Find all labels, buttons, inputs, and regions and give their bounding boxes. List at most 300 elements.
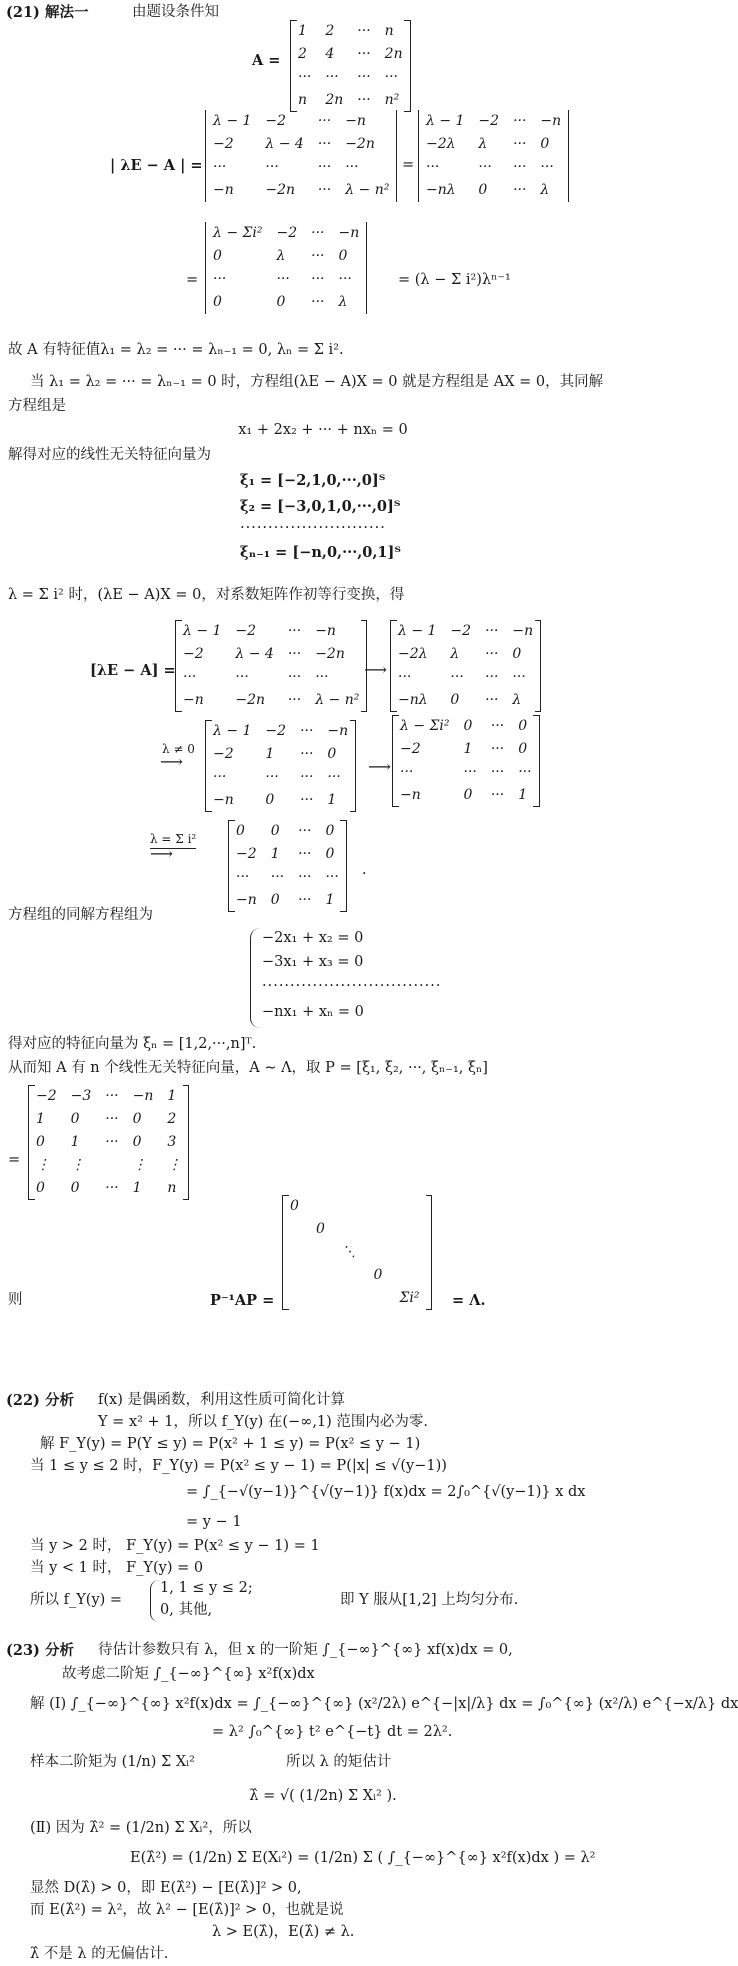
matrix-cell: −n	[183, 692, 204, 708]
matrix-cell	[367, 1241, 393, 1264]
matrix-row	[206, 110, 397, 133]
matrix-cell: ···	[298, 892, 312, 908]
matrix-cell: ···	[105, 1134, 119, 1150]
matrix-cell: −2	[400, 741, 421, 757]
matrix-row	[291, 66, 411, 89]
q23-line-11: λ > E(λ̂)，E(λ̂) ≠ λ.	[212, 1924, 355, 1940]
matrix-cell	[283, 1264, 309, 1287]
matrix-cell	[309, 1241, 335, 1264]
eigenvalue-line: 故 A 有特征值λ₁ = λ₂ = ··· = λₙ₋₁ = 0, λₙ = Σ i².	[8, 342, 344, 358]
row-matrix-3	[205, 720, 356, 812]
case0-line-2: 方程组是	[8, 398, 66, 414]
Lambda-label: = Λ.	[452, 1292, 486, 1309]
eq-sign-1: =	[402, 157, 415, 173]
matrix-cell	[335, 1218, 367, 1241]
matrix-cell: −2	[478, 113, 500, 129]
matrix-cell: ···	[298, 823, 312, 839]
matrix-row	[283, 1218, 432, 1241]
matrix-cell: ···	[213, 271, 227, 287]
matrix-cell: −2λ	[398, 646, 428, 662]
matrix-row	[283, 1264, 432, 1287]
matrix-cell: −n	[213, 182, 234, 198]
matrix-cell: 0	[315, 1221, 325, 1237]
matrix-row	[419, 179, 569, 202]
matrix-cell: λ − 1	[213, 113, 252, 129]
matrix-cell: −2	[450, 623, 472, 639]
system-brace	[250, 928, 261, 1028]
q22-line-1: f(x) 是偶函数，利用这性质可简化计算	[98, 1392, 345, 1408]
matrix-cell: ···	[490, 764, 505, 780]
matrix-row	[206, 720, 356, 743]
matrix-cell	[392, 1264, 431, 1287]
matrix-cell: 0	[265, 792, 275, 808]
matrix-cell: −2	[236, 846, 257, 862]
matrix-row	[283, 1195, 432, 1218]
matrix-row	[283, 1287, 432, 1310]
matrix-cell: ···	[236, 869, 250, 885]
q21-heading: (21) 解法一	[6, 4, 89, 21]
matrix-cell	[335, 1195, 367, 1218]
matrix-cell: λ	[338, 294, 348, 310]
matrix-cell: −n	[327, 723, 349, 739]
same-sys-line: 方程组的同解方程组为	[8, 907, 153, 923]
q23-line-2: 故考虑二阶矩 ∫_{−∞}^{∞} x²f(x)dx	[62, 1666, 315, 1682]
case-n-line: λ = Σ i² 时，(λE − A)X = 0，对系数矩阵作初等行变换，得	[8, 587, 405, 603]
q22-line-9c: 即 Y 服从[1,2] 上均匀分布.	[340, 1592, 519, 1608]
q23-line-1: 待估计参数只有 λ，但 x 的一阶矩 ∫_{−∞}^{∞} xf(x)dx = 0,	[98, 1642, 513, 1658]
matrix-cell: 0	[540, 136, 550, 152]
q23-line-3: 解 (Ⅰ) ∫_{−∞}^{∞} x²f(x)dx = ∫_{−∞}^{∞} (x²/2λ) e^{−|x|/λ} dx = ∫₀^{∞} (x²/λ) e^{−x/λ} dx	[30, 1696, 738, 1712]
matrix-cell: ···	[485, 646, 499, 662]
matrix-cell: −2	[36, 1088, 57, 1104]
matrix-cell: ···	[478, 159, 492, 175]
matrix-cell: ⋮	[70, 1157, 85, 1173]
matrix-cell: ···	[490, 718, 505, 734]
matrix-cell: ···	[513, 182, 527, 198]
matrix-cell	[98, 1154, 125, 1177]
matrix-row	[176, 666, 367, 689]
matrix-cell: 0	[132, 1134, 142, 1150]
matrix-row	[229, 866, 347, 889]
arrow-2: ⟶	[160, 752, 183, 771]
matrix-row	[229, 889, 347, 912]
matrix-cell: 4	[325, 46, 335, 62]
matrix-A	[290, 20, 411, 112]
matrix-cell: ···	[213, 159, 227, 175]
matrix-cell: −n	[236, 892, 257, 908]
q23-line-12: λ̂ 不是 λ 的无偏估计.	[30, 1946, 169, 1962]
q23-line-6: λ̂ = √( (1/2n) Σ Xᵢ² ).	[249, 1788, 397, 1804]
matrix-cell: ···	[287, 623, 302, 639]
q22-case-2: 0, 其他,	[160, 1602, 213, 1618]
matrix-cell: 1	[36, 1111, 45, 1127]
matrix-row	[419, 133, 569, 156]
xi-dots: ··························	[240, 520, 386, 536]
sys-row-4: −nx₁ + xₙ = 0	[262, 1004, 364, 1020]
matrix-row	[391, 643, 541, 666]
matrix-cell: −2n	[235, 692, 266, 708]
matrix-cell: ···	[317, 136, 332, 152]
matrix-cell	[283, 1287, 309, 1310]
matrix-row	[419, 110, 569, 133]
matrix-cell: ···	[327, 769, 341, 785]
matrix-cell: 1	[70, 1134, 80, 1150]
q23-line-5b: 所以 λ 的矩估计	[286, 1754, 392, 1770]
matrix-cell: λ	[540, 182, 550, 198]
matrix-cell: ···	[513, 136, 527, 152]
matrix-cell: λ − 1	[426, 113, 465, 129]
eq-sign-2: =	[186, 272, 199, 288]
matrix-cell: 2	[325, 23, 335, 39]
matrix-cell: 2	[298, 46, 307, 62]
matrix-cell: λ − 1	[213, 723, 252, 739]
matrix-row	[206, 245, 367, 268]
matrix-cell: ···	[287, 692, 302, 708]
q23-line-4: = λ² ∫₀^{∞} t² e^{−t} dt = 2λ².	[212, 1724, 453, 1740]
matrix-cell: 2n	[384, 46, 403, 62]
matrix-row	[206, 743, 356, 766]
matrix-cell: 0	[478, 182, 488, 198]
matrix-cell: −2n	[345, 136, 375, 152]
piecewise-brace	[150, 1580, 159, 1622]
matrix-cell: −n	[213, 792, 234, 808]
matrix-cell: 0	[373, 1267, 383, 1283]
arrow-4: ⟶	[150, 844, 173, 863]
matrix-cell: ···	[276, 271, 290, 287]
matrix-cell: λ	[512, 692, 522, 708]
matrix-cell: λ − Σi²	[400, 718, 450, 734]
matrix-cell: λ − 1	[183, 623, 222, 639]
matrix-cell: ···	[398, 669, 412, 685]
matrix-cell: Σi²	[399, 1290, 420, 1306]
matrix-cell: 1	[270, 846, 280, 862]
matrix-cell: ···	[265, 769, 279, 785]
matrix-cell: ···	[298, 846, 312, 862]
matrix-cell: ···	[300, 792, 314, 808]
PAP-label: P⁻¹AP =	[210, 1292, 275, 1309]
matrix-cell: 0	[325, 823, 335, 839]
matrix-row	[29, 1085, 189, 1108]
matrix-cell: ···	[213, 769, 227, 785]
matrix-row	[283, 1241, 432, 1264]
matrix-row	[29, 1108, 189, 1131]
matrix-cell: ···	[105, 1111, 119, 1127]
det-3-result: = (λ − Σ i²)λⁿ⁻¹	[398, 272, 511, 288]
matrix-cell: ···	[235, 669, 249, 685]
matrix-row	[176, 689, 367, 712]
mat-label: [λE − A] =	[90, 662, 176, 679]
matrix-row	[419, 156, 569, 179]
matrix-cell: 0	[450, 692, 460, 708]
q23-line-7: (Ⅱ) 因为 λ̂² = (1/2n) Σ Xᵢ²，所以	[30, 1820, 252, 1836]
q22-line-2: Y = x² + 1，所以 f_Y(y) 在(−∞,1) 范围内必为零.	[98, 1414, 429, 1430]
matrix-cell: ···	[315, 669, 329, 685]
matrix-row	[393, 784, 540, 807]
matrix-cell: ···	[485, 669, 499, 685]
matrix-cell: 0	[512, 646, 522, 662]
q22-line-6: = y − 1	[186, 1514, 242, 1530]
matrix-cell: −n	[132, 1088, 154, 1104]
matrix-cell: 0	[236, 823, 245, 839]
matrix-cell: ···	[317, 159, 332, 175]
sys-row-2: −3x₁ + x₃ = 0	[262, 954, 364, 970]
matrix-cell: −2n	[265, 182, 296, 198]
matrix-row	[393, 715, 540, 738]
case0-line-1: 当 λ₁ = λ₂ = ··· = λₙ₋₁ = 0 时，方程组(λE − A)X = 0 就是方程组是 AX = 0，其同解	[30, 374, 604, 390]
equation-system: x₁ + 2x₂ + ··· + nxₙ = 0	[238, 422, 408, 438]
matrix-cell: ···	[265, 159, 279, 175]
matrix-cell: 0	[132, 1111, 142, 1127]
matrix-row	[393, 761, 540, 784]
matrix-row	[206, 156, 397, 179]
matrix-cell: ···	[513, 159, 527, 175]
matrix-cell: −n	[540, 113, 562, 129]
matrix-row	[391, 666, 541, 689]
matrix-cell: 2	[167, 1111, 177, 1127]
q22-line-9a: 所以 f_Y(y) =	[30, 1592, 123, 1608]
matrix-cell: ···	[513, 113, 527, 129]
matrix-cell: ···	[287, 646, 302, 662]
matrix-row	[391, 620, 541, 643]
then-label: 则	[8, 1292, 23, 1308]
matrix-cell: −n	[338, 225, 360, 241]
matrix-cell: 0	[36, 1134, 45, 1150]
matrix-cell: ···	[400, 764, 414, 780]
matrix-cell: 0	[70, 1111, 80, 1127]
matrix-cell: ···	[426, 159, 440, 175]
matrix-cell: −2λ	[426, 136, 456, 152]
matrix-cell: λ − 4	[265, 136, 304, 152]
matrix-cell: 1	[518, 787, 528, 803]
q22-heading: (22) 分析	[6, 1392, 74, 1409]
matrix-cell: λ	[450, 646, 460, 662]
matrix-cell: −2	[265, 723, 287, 739]
matrix-cell: −2	[213, 136, 234, 152]
matrix-cell: 1	[298, 23, 307, 39]
matrix-cell: ···	[345, 159, 359, 175]
matrix-cell: ···	[384, 69, 399, 85]
q22-line-3: 解 F_Y(y) = P(Y ≤ y) = P(x² + 1 ≤ y) = P(x² ≤ y − 1)	[40, 1436, 421, 1452]
matrix-cell: λ	[276, 248, 286, 264]
matrix-row	[206, 268, 367, 291]
matrix-cell: −2n	[315, 646, 345, 662]
sys-row-1: −2x₁ + x₂ = 0	[262, 930, 364, 946]
matrix-cell	[309, 1195, 335, 1218]
matrix-cell: ···	[357, 23, 371, 39]
matrix-cell: −2	[213, 746, 234, 762]
arrow-1: ⟶	[364, 660, 387, 679]
matrix-row	[176, 643, 367, 666]
det-1	[205, 110, 397, 202]
matrix-cell: n	[167, 1180, 177, 1196]
matrix-cell: −2	[265, 113, 287, 129]
matrix-cell: ···	[298, 869, 312, 885]
matrix-cell: ···	[270, 869, 285, 885]
xi-2: ξ₂ = [−3,0,1,0,···,0]ᵀ	[240, 498, 401, 515]
matrix-row	[206, 766, 356, 789]
matrix-cell: λ − 4	[235, 646, 274, 662]
matrix-cell: ···	[325, 69, 339, 85]
matrix-cell: ···	[300, 723, 314, 739]
sys-row-3: ································	[262, 978, 442, 994]
matrix-cell: λ − n²	[345, 182, 390, 198]
matrix-cell: 0	[276, 294, 286, 310]
q22-case-1: 1, 1 ≤ y ≤ 2;	[160, 1580, 253, 1596]
matrix-cell: 1	[463, 741, 473, 757]
xi-n-line: 得对应的特征向量为 ξₙ = [1,2,···,n]ᵀ.	[8, 1036, 257, 1052]
matrix-cell: 0	[270, 823, 280, 839]
matrix-cell: ···	[325, 869, 339, 885]
matrix-cell: ···	[287, 669, 302, 685]
arrow-cond-2: λ = Σ i²	[150, 830, 196, 849]
matrix-cell: 1	[167, 1088, 177, 1104]
matrix-cell: n	[384, 23, 394, 39]
P-line: 从而知 A 有 n 个线性无关特征向量，A ∼ Λ，取 P = [ξ₁, ξ₂, ···, ξₙ₋₁, ξₙ]	[8, 1060, 488, 1076]
q23-heading: (23) 分析	[6, 1642, 74, 1659]
matrix-cell: −n	[400, 787, 421, 803]
q23-line-9: 显然 D(λ̂) > 0，即 E(λ̂²) − [E(λ̂)]² > 0,	[30, 1880, 302, 1896]
matrix-cell: 1	[327, 792, 337, 808]
A-label: A =	[252, 52, 281, 69]
matrix-cell: 3	[167, 1134, 177, 1150]
q22-line-5: = ∫_{−√(y−1)}^{√(y−1)} f(x)dx = 2∫₀^{√(y−1)} x dx	[186, 1484, 586, 1500]
matrix-cell: 0	[338, 248, 348, 264]
matrix-row	[229, 843, 347, 866]
matrix-row	[176, 620, 367, 643]
matrix-cell: ⋮	[132, 1157, 147, 1173]
matrix-cell: ···	[463, 764, 477, 780]
matrix-cell	[309, 1264, 335, 1287]
q22-line-7: 当 y > 2 时， F_Y(y) = P(x² ≤ y − 1) = 1	[30, 1538, 320, 1554]
matrix-cell	[335, 1264, 367, 1287]
matrix-cell: ···	[540, 159, 554, 175]
matrix-row	[29, 1177, 189, 1200]
matrix-cell: 0	[327, 746, 337, 762]
matrix-cell: ···	[311, 225, 325, 241]
arrow-3: ⟶	[368, 757, 391, 776]
matrix-cell	[367, 1195, 393, 1218]
matrix-cell: ···	[450, 669, 464, 685]
matrix-cell: 2n	[325, 92, 344, 108]
matrix-cell: 0	[290, 1198, 299, 1214]
q22-line-8: 当 y < 1 时， F_Y(y) = 0	[30, 1560, 204, 1576]
arrow-cond-1: λ ≠ 0	[162, 742, 195, 756]
matrix-P	[28, 1085, 189, 1200]
matrix-cell: ⋱	[341, 1244, 356, 1260]
matrix-cell	[335, 1287, 367, 1310]
matrix-diag	[282, 1195, 432, 1310]
matrix-cell	[392, 1241, 431, 1264]
det-label: | λE − A | =	[110, 157, 203, 174]
matrix-cell: ⋮	[167, 1157, 182, 1173]
matrix-cell: 1	[132, 1180, 142, 1196]
xi-n-minus-1: ξₙ₋₁ = [−n,0,···,0,1]ᵀ	[240, 544, 401, 561]
matrix-cell: ···	[311, 271, 325, 287]
matrix-cell: −n	[315, 623, 336, 639]
det-2	[418, 110, 569, 202]
matrix-row	[291, 89, 411, 112]
matrix-cell: ···	[300, 746, 314, 762]
matrix-cell: ⋮	[36, 1157, 50, 1173]
matrix-cell: λ − n²	[315, 692, 360, 708]
matrix-cell: ···	[311, 294, 325, 310]
matrix-cell: ···	[105, 1180, 119, 1196]
matrix-cell: −3	[70, 1088, 92, 1104]
matrix-cell: ···	[105, 1088, 119, 1104]
matrix-cell: −n	[345, 113, 366, 129]
row-matrix-2	[390, 620, 541, 712]
matrix-cell: 0	[518, 741, 528, 757]
matrix-cell: 1	[325, 892, 335, 908]
matrix-row	[206, 133, 397, 156]
matrix-cell: λ − 1	[398, 623, 437, 639]
matrix-cell: ···	[357, 69, 371, 85]
matrix-cell: 0	[270, 892, 280, 908]
matrix-cell: λ	[478, 136, 488, 152]
matrix-cell	[283, 1218, 309, 1241]
matrix-cell: ···	[357, 92, 371, 108]
matrix-cell: −nλ	[398, 692, 428, 708]
matrix-row	[206, 222, 367, 245]
matrix-row	[206, 291, 367, 314]
matrix-cell: ···	[512, 669, 526, 685]
period: .	[362, 862, 367, 878]
matrix-cell: 0	[70, 1180, 80, 1196]
matrix-cell: ···	[298, 69, 312, 85]
matrix-cell: ···	[317, 113, 332, 129]
q21-intro: 由题设条件知	[132, 4, 219, 20]
matrix-cell: ···	[311, 248, 325, 264]
q23-line-5a: 样本二阶矩为 (1/n) Σ Xᵢ²	[30, 1754, 195, 1770]
matrix-cell: 0	[518, 718, 528, 734]
q23-line-8: E(λ̂²) = (1/2n) Σ E(Xᵢ²) = (1/2n) Σ ( ∫_{−∞}^{∞} x²f(x)dx ) = λ²	[130, 1850, 596, 1866]
matrix-cell: ···	[518, 764, 532, 780]
eq-sign-3: =	[8, 1152, 21, 1168]
matrix-cell: −nλ	[426, 182, 456, 198]
matrix-cell: −2	[276, 225, 298, 241]
matrix-cell: ···	[490, 741, 505, 757]
xi-1: ξ₁ = [−2,1,0,···,0]ᵀ	[240, 472, 386, 489]
matrix-cell: 0	[463, 787, 473, 803]
matrix-cell	[309, 1287, 335, 1310]
matrix-row	[206, 789, 356, 812]
matrix-cell: ···	[357, 46, 371, 62]
q23-line-10: 而 E(λ̂²) = λ²，故 λ² − [E(λ̂)]² > 0，也就是说	[30, 1902, 344, 1918]
solve-line: 解得对应的线性无关特征向量为	[8, 447, 211, 463]
matrix-row	[291, 43, 411, 66]
row-matrix-5	[228, 820, 347, 912]
matrix-cell: 0	[213, 294, 222, 310]
matrix-row	[229, 820, 347, 843]
matrix-cell: 0	[325, 846, 335, 862]
matrix-cell: −2	[235, 623, 257, 639]
matrix-cell	[392, 1195, 431, 1218]
matrix-cell: n	[298, 92, 308, 108]
matrix-cell: ···	[485, 692, 499, 708]
matrix-cell: ···	[485, 623, 499, 639]
matrix-cell: ···	[300, 769, 314, 785]
matrix-row	[206, 179, 397, 202]
q22-line-4: 当 1 ≤ y ≤ 2 时，F_Y(y) = P(x² ≤ y − 1) = P(|x| ≤ √(y−1))	[30, 1458, 447, 1474]
matrix-cell	[367, 1287, 393, 1310]
det-3	[205, 222, 367, 314]
matrix-row	[391, 689, 541, 712]
matrix-cell	[283, 1241, 309, 1264]
matrix-cell: −2	[183, 646, 204, 662]
matrix-cell: n²	[384, 92, 400, 108]
matrix-cell	[367, 1218, 393, 1241]
matrix-row	[393, 738, 540, 761]
